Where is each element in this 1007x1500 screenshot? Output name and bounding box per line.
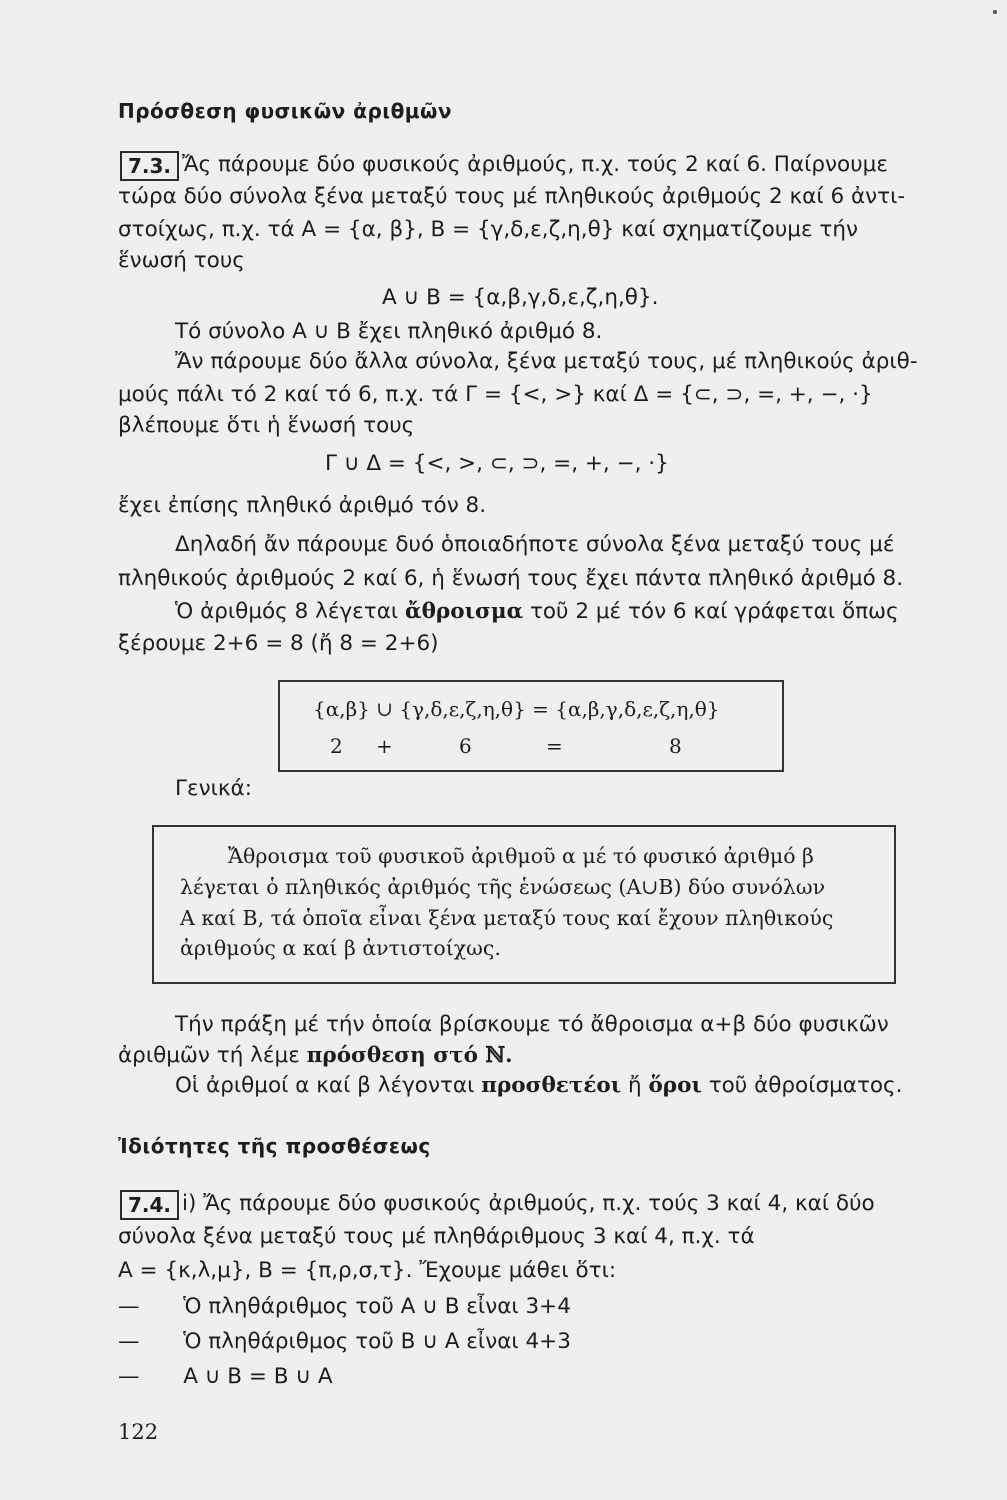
- para-line: ἔχει ἐπίσης πληθικό ἀριθμό τόν 8.: [118, 493, 487, 518]
- section-number-7-3: 7.3.: [120, 151, 179, 181]
- text-span: ἤ: [627, 1073, 642, 1098]
- para-line: ἕνωσή τους: [118, 248, 245, 273]
- term-bold: προσθετέοι: [481, 1073, 622, 1098]
- list-item-text: Ὁ πληθάριθμος τοῦ Β ∪ Α εἶναι 4+3: [183, 1329, 571, 1354]
- dash: —: [118, 1329, 140, 1354]
- corner-dot: [993, 10, 997, 14]
- box-row: {α,β} ∪ {γ,δ,ε,ζ,η,θ} = {α,β,γ,δ,ε,ζ,η,θ}: [313, 697, 720, 721]
- para-line: σύνολα ξένα μεταξύ τους μέ πληθάριθμους 3 καί 4, π.χ. τά: [118, 1224, 755, 1249]
- text-span: Ἄς πάρουμε δύο φυσικούς ἀριθμούς, π.χ. τούς 2 καί 6. Παίρνουμε: [182, 152, 888, 177]
- para-line: [182, 150, 932, 180]
- list-item: [118, 1292, 571, 1322]
- para-line: Τό σύνολο Α ∪ Β ἔχει πληθικό ἀριθμό 8.: [175, 319, 603, 344]
- para-line: [118, 1041, 513, 1071]
- para-line: Ἄν πάρουμε δύο ἄλλα σύνολα, ξένα μεταξύ τους, μέ πληθικούς ἀριθ-: [175, 349, 918, 374]
- para-line: ξέρουμε 2+6 = 8 (ἤ 8 = 2+6): [118, 631, 439, 656]
- text-span: τοῦ ἀθροίσματος.: [708, 1073, 903, 1098]
- para-line: i) Ἄς πάρουμε δύο φυσικούς ἀριθμούς, π.χ. τούς 3 καί 4, καί δύο: [182, 1191, 875, 1216]
- para-line: στοίχως, π.χ. τά Α = {α, β}, Β = {γ,δ,ε,ζ,η,θ} καί σχηματίζουμε τήν: [118, 217, 858, 242]
- text-span: Ὁ ἀριθμός 8 λέγεται: [175, 599, 399, 624]
- list-item-text: Α ∪ Β = Β ∪ Α: [183, 1364, 333, 1389]
- para-line: βλέπουμε ὅτι ἡ ἕνωσή τους: [118, 413, 415, 438]
- definition-line: Α καί Β, τά ὁποῖα εἶναι ξένα μεταξύ τους καί ἔχουν πληθικούς: [180, 906, 834, 930]
- term-bold: ἄθροισμα: [405, 599, 524, 624]
- definition-line: Ἄθροισμα τοῦ φυσικοῦ ἀριθμοῦ α μέ τό φυσικό ἀριθμό β: [228, 844, 814, 868]
- list-item: [118, 1362, 333, 1392]
- list-item: [118, 1327, 571, 1357]
- list-item-text: Ὁ πληθάριθμος τοῦ Α ∪ Β εἶναι 3+4: [183, 1294, 571, 1319]
- equation: Α ∪ Β = {α,β,γ,δ,ε,ζ,η,θ}.: [382, 285, 659, 310]
- para-line: Α = {κ,λ,μ}, Β = {π,ρ,σ,τ}. Ἔχουμε μάθει ὅτι:: [118, 1258, 617, 1283]
- box-value: 6: [459, 734, 472, 758]
- page-number: 122: [118, 1420, 159, 1444]
- dash: —: [118, 1364, 140, 1389]
- text-span: τοῦ 2 μέ τόν 6 καί γράφεται ὅπως: [529, 599, 899, 624]
- definition-line: ἀριθμούς α καί β ἀντιστοίχως.: [180, 936, 501, 960]
- para-line: Δηλαδή ἄν πάρουμε δυό ὁποιαδήποτε σύνολα ξένα μεταξύ τους μέ: [175, 532, 895, 557]
- para-line: [175, 1071, 903, 1101]
- term-bold: πρόσθεση στό ℕ.: [306, 1043, 513, 1068]
- box-operator: +: [376, 734, 393, 758]
- general-label: Γενικά:: [175, 776, 252, 801]
- box-value: 2: [330, 734, 343, 758]
- text-span: ἀριθμῶν τή λέμε: [118, 1043, 300, 1068]
- para-line: Τήν πράξη μέ τήν ὁποία βρίσκουμε τό ἄθροισμα α+β δύο φυσικῶν: [175, 1012, 889, 1037]
- box-operator: =: [546, 734, 563, 758]
- section-number-7-4: 7.4.: [120, 1190, 179, 1220]
- definition-line: λέγεται ὁ πληθικός ἀριθμός τῆς ἑνώσεως (Α∪Β) δύο συνόλων: [180, 875, 826, 899]
- para-line: πληθικούς ἀριθμούς 2 καί 6, ἡ ἕνωσή τους ἔχει πάντα πληθικό ἀριθμό 8.: [118, 566, 904, 591]
- box-value: 8: [669, 734, 682, 758]
- para-line: μούς πάλι τό 2 καί τό 6, π.χ. τά Γ = {<, >} καί Δ = {⊂, ⊃, =, +, −, ·}: [118, 382, 873, 407]
- section-heading-2: Ἰδιότητες τῆς προσθέσεως: [118, 1134, 431, 1158]
- text-span: Οἱ ἀριθμοί α καί β λέγονται: [175, 1073, 475, 1098]
- para-line: [175, 597, 899, 627]
- section-heading: Πρόσθεση φυσικῶν ἀριθμῶν: [118, 99, 453, 123]
- term-bold: ὅροι: [648, 1073, 702, 1098]
- para-line: τώρα δύο σύνολα ξένα μεταξύ τους μέ πληθικούς ἀριθμούς 2 καί 6 ἀντι-: [118, 184, 906, 209]
- dash: —: [118, 1294, 140, 1319]
- equation: Γ ∪ Δ = {<, >, ⊂, ⊃, =, +, −, ·}: [325, 451, 669, 476]
